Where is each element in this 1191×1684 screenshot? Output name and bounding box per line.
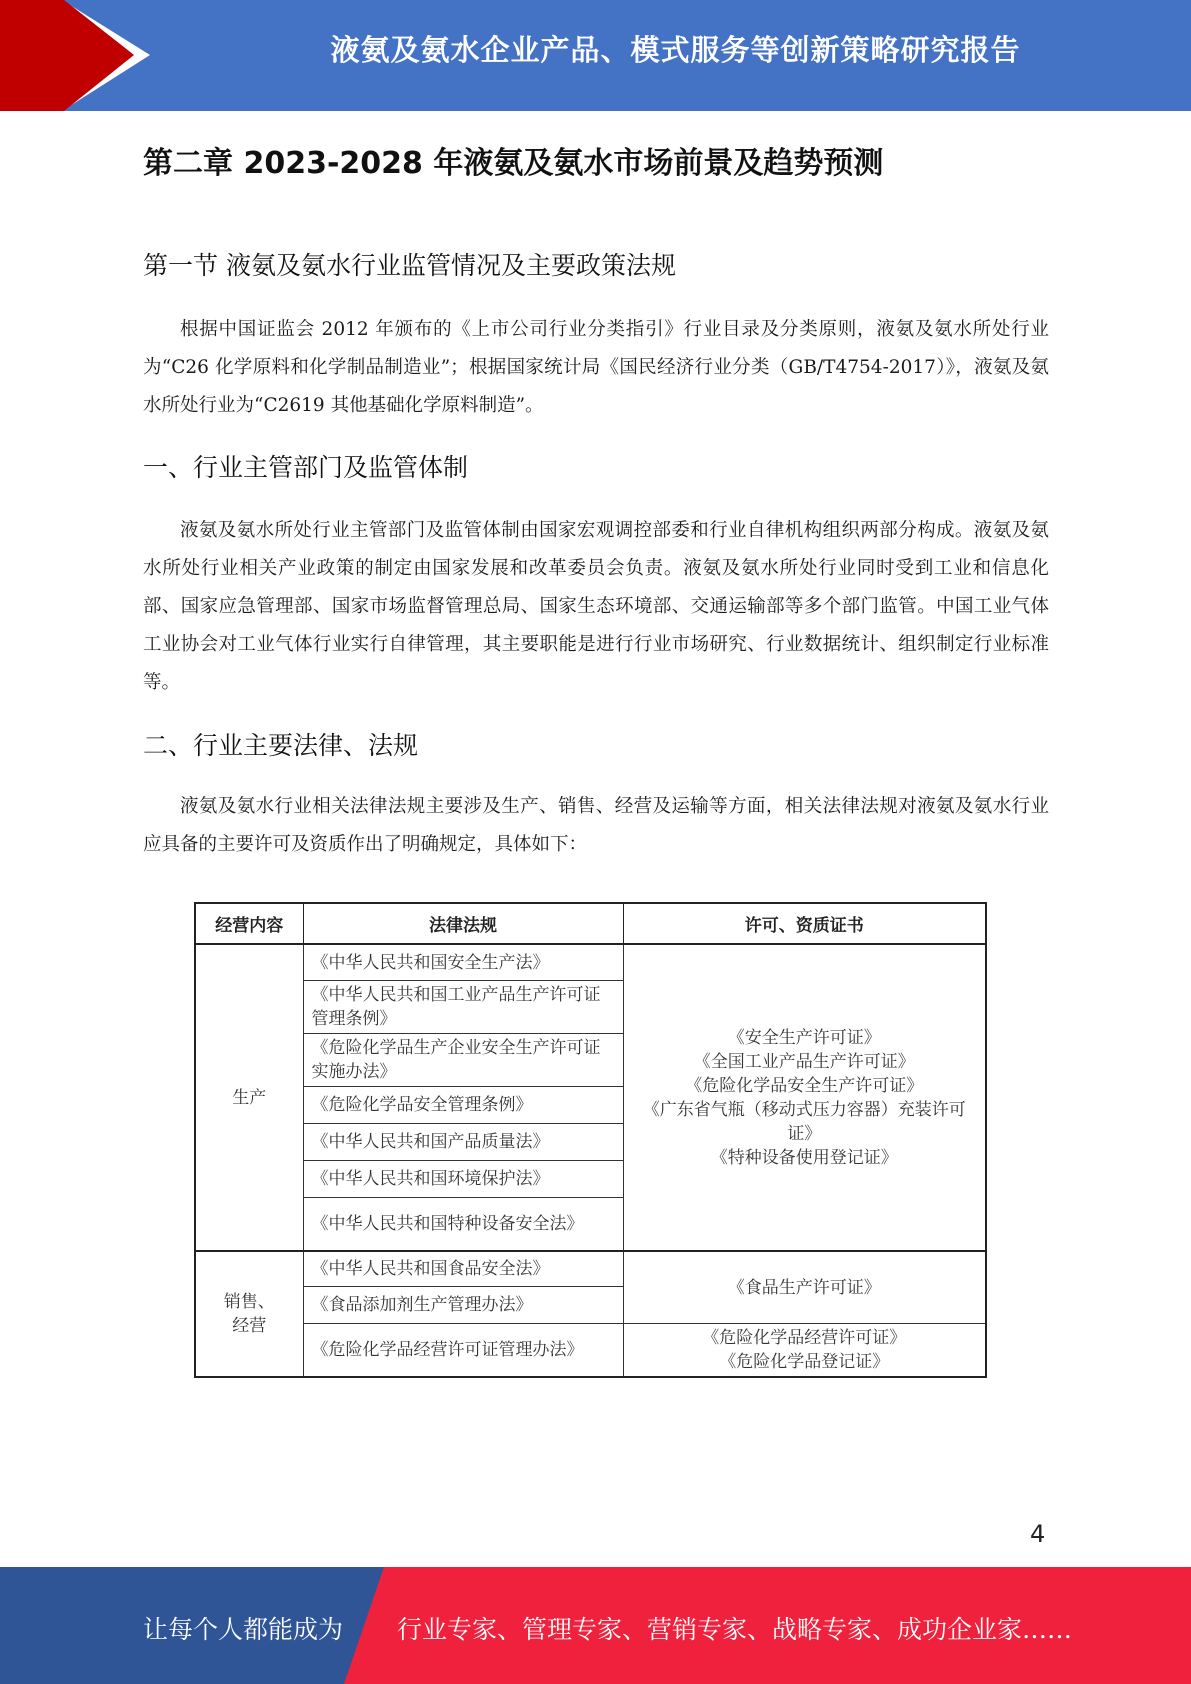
license-item: 《危险化学品安全生产许可证》 — [685, 1075, 924, 1096]
paragraph-regulators: 液氨及氨水所处行业主管部门及监管体制由国家宏观调控部委和行业自律机构组织两部分构成。液氨及氨水所处行业相关产业政策的制定由国家发展和改革委员会负责。液氨及氨水所处行业同时受到工业和信息化部、国家应急管理部、国家市场监督管理总局、国家生态环境部、交通运输部等多个部门监管。中国工业气体工业协会对工业气体行业实行自律管理，其主要职能是进行行业市场研究、行业数据统计、组织制定行业标准等。 — [143, 520, 1049, 693]
law-cell: 《危险化学品经营许可证管理办法》 — [303, 1324, 623, 1378]
page-number: 4 — [1030, 1520, 1046, 1548]
table-header-row — [195, 903, 986, 944]
law-cell: 《中华人民共和国工业产品生产许可证管理条例》 — [303, 981, 623, 1034]
law-cell: 《中华人民共和国环境保护法》 — [303, 1161, 623, 1198]
footer-slogan-right: 行业专家、管理专家、营销专家、战略专家、成功企业家…… — [397, 1615, 1073, 1644]
license-item: 《特种设备使用登记证》 — [710, 1147, 898, 1168]
food-license-cell: 《食品生产许可证》 — [623, 1251, 986, 1324]
subsection-title-regulators: 一、行业主管部门及监管体制 — [143, 453, 469, 482]
footer-slogan-left: 让每个人都能成为 — [143, 1615, 344, 1644]
category-sales: 销售、经营 — [195, 1251, 303, 1377]
law-cell: 《中华人民共和国食品安全法》 — [303, 1251, 623, 1287]
table-header-business: 经营内容 — [195, 903, 303, 944]
paragraph-classification: 根据中国证监会 2012 年颁布的《上市公司行业分类指引》行业目录及分类原则，液氨及氨水所处行业为“C26 化学原料和化学制品制造业”；根据国家统计局《国民经济行业分类（GB/T4754-2017）》，液氨及氨水所处行业为“C2619 其他基础化学原料制造”。 — [143, 319, 1049, 416]
chapter-title: 第二章 2023-2028 年液氨及氨水市场前景及趋势预测 — [143, 146, 884, 181]
table-header-licenses: 许可、资质证书 — [623, 903, 986, 944]
law-cell: 《中华人民共和国特种设备安全法》 — [303, 1198, 623, 1252]
laws-licenses-table — [194, 902, 987, 1378]
law-cell: 《食品添加剂生产管理办法》 — [303, 1287, 623, 1324]
paragraph-laws-intro: 液氨及氨水行业相关法律法规主要涉及生产、销售、经营及运输等方面，相关法律法规对液氨及氨水行业应具备的主要许可及资质作出了明确规定，具体如下： — [143, 796, 1049, 855]
subsection-title-laws: 二、行业主要法律、法规 — [143, 731, 419, 760]
license-item: 《危险化学品经营许可证》 — [702, 1328, 907, 1348]
license-item: 《安全生产许可证》 — [727, 1027, 881, 1048]
law-cell: 《中华人民共和国安全生产法》 — [303, 944, 623, 981]
category-production: 生产 — [195, 944, 303, 1251]
table-row — [195, 1251, 986, 1287]
law-cell: 《危险化学品安全管理条例》 — [303, 1087, 623, 1124]
report-title: 液氨及氨水企业产品、模式服务等创新策略研究报告 — [330, 33, 1021, 67]
table-row — [195, 944, 986, 981]
production-licenses-cell — [623, 944, 986, 1251]
license-item: 《危险化学品登记证》 — [719, 1352, 890, 1372]
license-item: 《全国工业产品生产许可证》 — [693, 1051, 915, 1072]
hazard-licenses-cell — [623, 1324, 986, 1378]
table-header-laws: 法律法规 — [303, 903, 623, 944]
law-cell: 《危险化学品生产企业安全生产许可证实施办法》 — [303, 1034, 623, 1087]
license-item: 《广东省气瓶（移动式压力容器）充装许可证》 — [642, 1099, 966, 1144]
table-row — [195, 1324, 986, 1378]
header-arrow-decoration — [0, 0, 150, 111]
section-title: 第一节 液氨及氨水行业监管情况及主要政策法规 — [143, 251, 676, 280]
law-cell: 《中华人民共和国产品质量法》 — [303, 1124, 623, 1161]
